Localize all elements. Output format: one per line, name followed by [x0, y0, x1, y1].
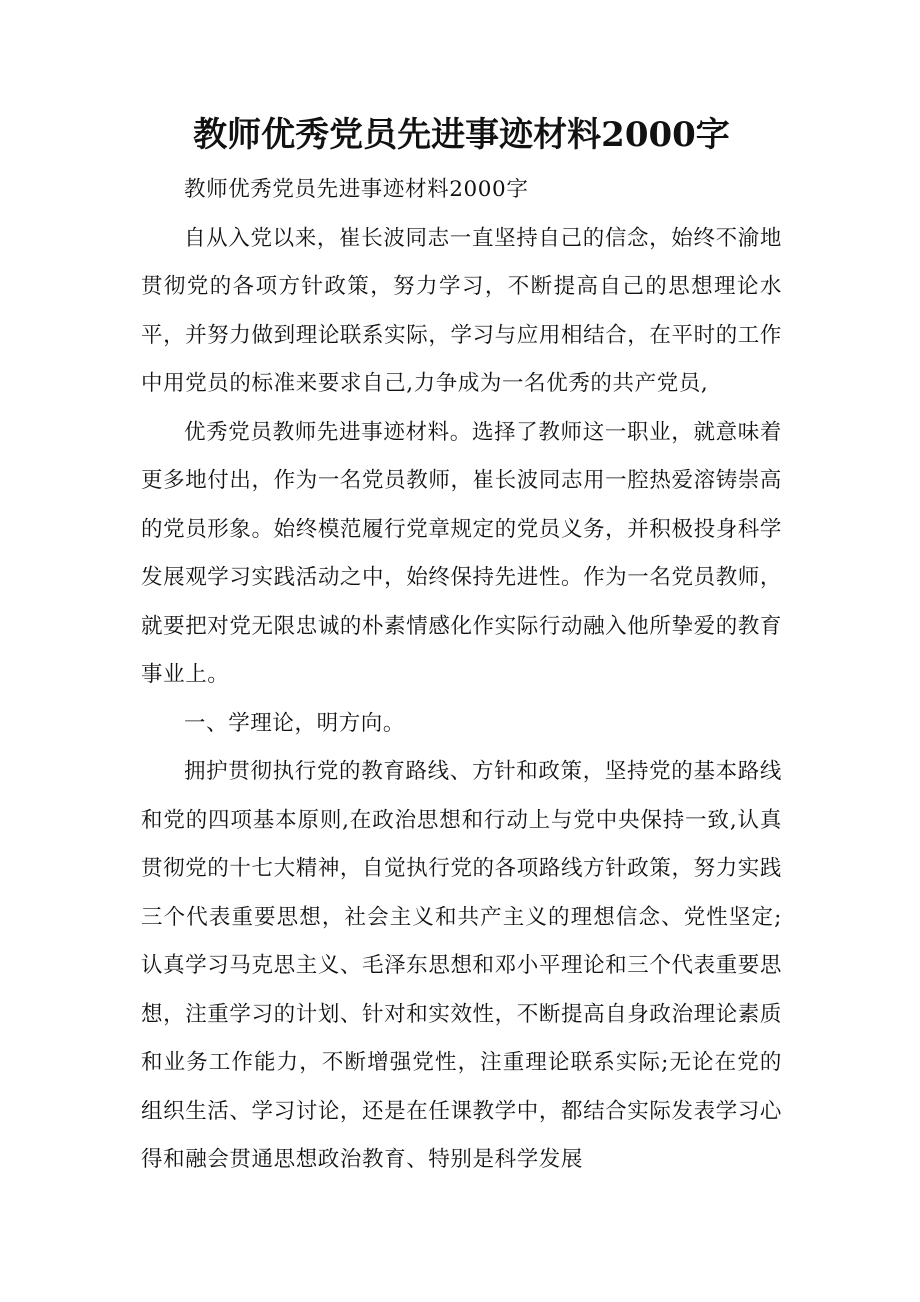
- document-body: [141, 166, 782, 1185]
- paragraph-theory: 拥护贯彻执行党的教育路线、方针和政策，坚持党的基本路线和党的四项基本原则,在政治思想和行动上与党中央保持一致,认真贯彻党的十七大精神，自觉执行党的各项路线方针政策，努力实践三个代表重要思想，社会主义和共产主义的理想信念、党性坚定;认真学习马克思主义、毛泽东思想和邓小平理论和三个代表重要思想，注重学习的计划、针对和实效性，不断提高自身政治理论素质和业务工作能力，不断增强党性，注重理论联系实际;无论在党的组织生活、学习讨论，还是在任课教学中，都结合实际发表学习心得和融会贯通思想政治教育、特别是科学发展: [141, 759, 782, 1172]
- document-title: 教师优秀党员先进事迹材料2000字: [193, 115, 730, 155]
- paragraph-intro: 自从入党以来，崔长波同志一直坚持自己的信念，始终不渝地贯彻党的各项方针政策，努力学习，不断提高自己的思想理论水平，并努力做到理论联系实际，学习与应用相结合，在平时的工作中用党员的标准来要求自己,力争成为一名优秀的共产党员,: [141, 225, 782, 396]
- paragraph-career: 优秀党员教师先进事迹材料。选择了教师这一职业，就意味着更多地付出，作为一名党员教师，崔长波同志用一腔热爱溶铸崇高的党员形象。始终模范履行党章规定的党员义务，并积极投身科学发展观学习实践活动之中，始终保持先进性。作为一名党员教师，就要把对党无限忠诚的朴素情感化作实际行动融入他所挚爱的教育事业上。: [141, 419, 782, 687]
- paragraph-subtitle: 教师优秀党员先进事迹材料2000字: [184, 177, 529, 202]
- section-heading-theory: 一、学理论，明方向。: [184, 710, 406, 736]
